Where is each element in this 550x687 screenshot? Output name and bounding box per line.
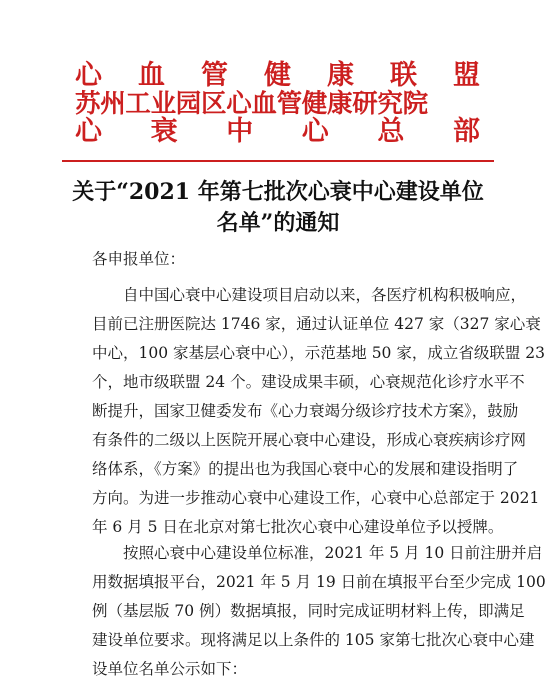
letterhead-char: 健 — [264, 60, 291, 91]
letterhead-divider — [62, 160, 494, 162]
paragraph-line: 自中国心衰中心建设项目启动以来，各医疗机构积极响应， — [123, 286, 527, 304]
paragraph-line: 中心，100 家基层心衰中心），示范基地 50 家，成立省级联盟 23 — [92, 344, 545, 362]
letterhead-line-3 — [75, 118, 480, 146]
salutation: 各申报单位： — [92, 250, 186, 268]
paragraph-line: 用数据填报平台，2021 年 5 月 19 日前在填报平台至少完成 100 — [92, 573, 546, 591]
paragraph-line: 按照心衰中心建设单位标准，2021 年 5 月 10 日前注册并启 — [123, 544, 543, 562]
paragraph-line: 个，地市级联盟 24 个。建设成果丰硕，心衰规范化诊疗水平不 — [92, 373, 525, 391]
paragraph-line: 目前已注册医院达 1746 家，通过认证单位 427 家（327 家心衰 — [92, 315, 541, 333]
letterhead-char: 康 — [327, 60, 354, 91]
letterhead-char: 心 — [301, 116, 329, 147]
paragraph-2 — [92, 539, 546, 684]
letterhead-line-2: 苏州工业园区心血管健康研究院 — [75, 89, 428, 119]
paragraph-line: 年 6 月 5 日在北京对第七批次心衰中心建设单位予以授牌。 — [92, 518, 504, 536]
notice-title — [60, 177, 496, 239]
letterhead-char: 血 — [138, 60, 165, 91]
letterhead — [75, 62, 480, 146]
letterhead-char: 衰 — [150, 116, 178, 147]
paragraph-1 — [92, 281, 545, 542]
letterhead-char: 心 — [75, 116, 102, 147]
notice-title-line-1: 关于“2021 年第七批次心衰中心建设单位 — [72, 179, 484, 205]
letterhead-char: 心 — [75, 60, 102, 91]
letterhead-char: 部 — [452, 116, 480, 147]
letterhead-char: 盟 — [453, 60, 480, 91]
paragraph-line: 方向。为进一步推动心衰中心建设工作，心衰中心总部定于 2021 — [92, 489, 540, 507]
paragraph-line: 设单位名单公示如下： — [92, 660, 248, 678]
letterhead-char: 总 — [377, 116, 405, 147]
paragraph-line: 建设单位要求。现将满足以上条件的 105 家第七批次心衰中心建 — [92, 631, 535, 649]
letterhead-line-1 — [75, 62, 480, 90]
letterhead-char: 中 — [226, 116, 254, 147]
paragraph-line: 例（基层版 70 例）数据填报，同时完成证明材料上传，即满足 — [92, 602, 525, 620]
paragraph-line: 有条件的二级以上医院开展心衰中心建设，形成心衰疾病诊疗网 — [92, 431, 527, 449]
notice-title-line-2: 名单”的通知 — [216, 210, 340, 236]
letterhead-char: 联 — [390, 60, 417, 91]
paragraph-line: 络体系，《方案》的提出也为我国心衰中心的发展和建设指明了 — [92, 460, 519, 478]
paragraph-line: 断提升，国家卫健委发布《心力衰竭分级诊疗技术方案》，鼓励 — [92, 402, 519, 420]
letterhead-char: 管 — [201, 60, 228, 91]
